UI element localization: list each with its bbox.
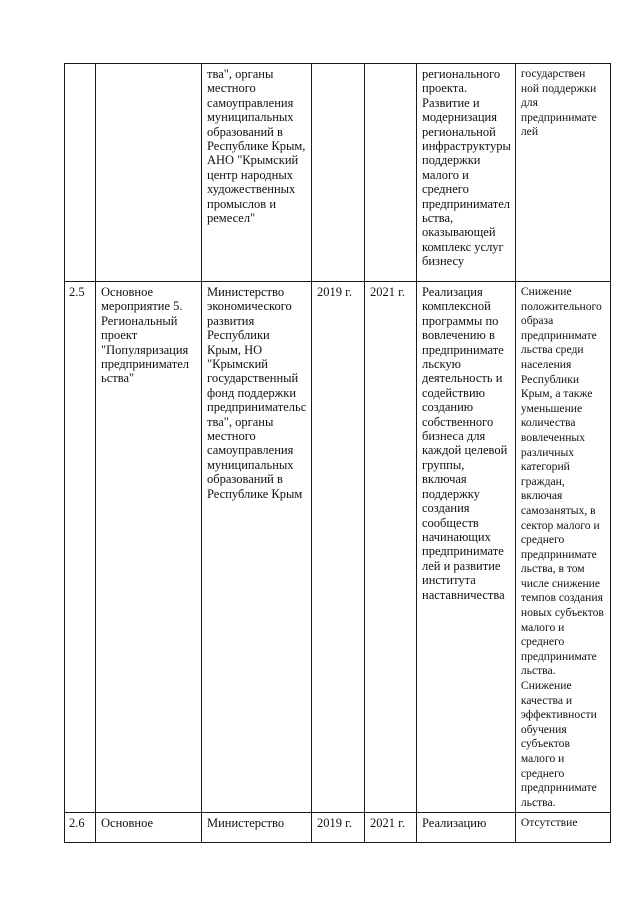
content-cell: Реализацию [417,813,516,843]
start-year-cell: 2019 г. [312,813,365,843]
event-name-cell: Основное мероприятие 5. Региональный проект "Популяризация предпринимател ьства" [96,282,202,813]
end-year-cell [365,64,417,282]
event-name-cell [96,64,202,282]
start-year-cell: 2019 г. [312,282,365,813]
result-cell: Снижение положительного образа предпринимате льства среди населения Республики Крым, а также уменьшение количества вовлеченных различных категорий граждан, включая самозанятых, в сектор малого и среднего предпринимате льства, в том числе снижение темпов создания новых субъектов малого и среднего предпринимате льства. Снижение качества и эффективности обучения субъектов малого и среднего предпринимате льства. [515,282,610,813]
program-table [64,63,611,843]
executor-cell: тва", органы местного самоуправления муниципальных образований в Республике Крым, АНО "Крымский центр народных художественных промыслов и ремесел" [202,64,312,282]
table-row [65,64,611,282]
event-name-cell: Основное [96,813,202,843]
result-cell: Отсутствие [515,813,610,843]
content-cell: регионального проекта. Развитие и модернизация региональной инфраструктуры поддержки малого и среднего предпринимател ьства, оказывающей комплекс услуг бизнесу [417,64,516,282]
row-number-cell: 2.5 [65,282,96,813]
executor-cell: Министерство экономического развития Республики Крым, НО "Крымский государственный фонд поддержки предпринимательс тва", органы местного самоуправления муниципальных образований в Республике Крым [202,282,312,813]
executor-cell: Министерство [202,813,312,843]
table-row [65,813,611,843]
row-number-cell [65,64,96,282]
table-row [65,282,611,813]
row-number-cell: 2.6 [65,813,96,843]
end-year-cell: 2021 г. [365,282,417,813]
result-cell: государствен ной поддержки для предпринимате лей [515,64,610,282]
start-year-cell [312,64,365,282]
content-cell: Реализация комплексной программы по вовлечению в предпринимате льскую деятельность и содействию созданию собственного бизнеса для каждой целевой группы, включая поддержку создания сообществ начинающих предпринимате лей и развитие института наставничества [417,282,516,813]
end-year-cell: 2021 г. [365,813,417,843]
